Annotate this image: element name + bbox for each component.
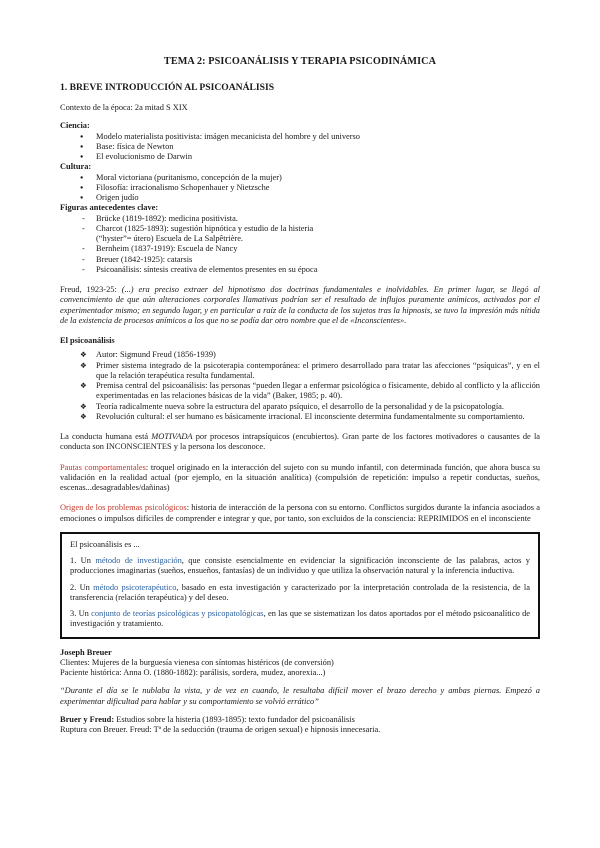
quote-source: Freud, 1923-25: — [60, 285, 122, 295]
list-item: ● Modelo materialista positivista: imágen mecanicista del hombre y del universo — [60, 132, 540, 142]
text-run: 1. Un — [70, 556, 96, 566]
definition-item — [70, 556, 530, 577]
list-item: ● Filosofía: irracionalismo Schopenhauer y Nietzsche — [60, 183, 540, 193]
ciencia-label: Ciencia: — [60, 121, 90, 131]
list-item: - Charcot (1825-1893): sugestión hipnótica y estudio de la histeria (“hyster”= útero) Escuela de La Salpêtrière. — [60, 224, 326, 245]
section-heading: 1. BREVE INTRODUCCIÓN AL PSICOANÁLISIS — [60, 82, 275, 94]
list-item: ● Base: física de Newton — [60, 142, 540, 152]
definition-box — [60, 532, 540, 639]
document-page — [60, 56, 540, 735]
cultura-list — [60, 173, 540, 204]
page-title: TEMA 2: PSICOANÁLISIS Y TERAPIA PSICODINÁMICA — [163, 56, 437, 67]
list-item: - Breuer (1842-1925): catarsis — [60, 255, 540, 265]
ruptura-line: Ruptura con Breuer. Freud: Tª de la seducción (trauma de origen sexual) e hipnosis innecesaria. — [60, 725, 381, 735]
bruer-freud-line — [60, 715, 540, 725]
text-run: : troquel originado en la interacción del sujeto con su mundo infantil, con determinada función, que ahora busca su validación en la realidad actual (por ejemplo, en la situación analítica) (compulsión de repetición: impulso a repetir conductas, sueños, escenas...desagradables/dañinas) — [60, 462, 541, 493]
list-item: ❖ Revolución cultural: el ser humano es básicamente irracional. El inconsciente determina fundamentalmente su comportamiento. — [60, 412, 540, 422]
text-run: , que consiste esencialmente en evidenciar la significación inconsciente de las palabras, actos y producciones imaginarias (sueños, ensueños, fantasías) de un individuo y que utiliza la observación natural y la inferencia inductiva. — [70, 556, 530, 576]
pautas-label: Pautas comportamentales — [60, 462, 146, 472]
box-intro: El psicoanálisis es ... — [70, 539, 140, 549]
ciencia-list — [60, 132, 540, 163]
figuras-label: Figuras antecedentes clave: — [60, 203, 159, 213]
anna-quote: “Durante el día se le nublaba la vista, y de vez en cuando, le resultaba difícil mover el brazo derecho y ambas piernas. Empezó a experimentar dificultad para hablar y su comportamiento se volvió errático” — [60, 686, 540, 706]
definition-item — [70, 583, 530, 604]
origen-label: Origen de los problemas psicológicos — [60, 503, 187, 513]
text-run: , basado en esta investigación y caracterizado por la interpretación controlada de la resistencia, de la transferencia (relación terapéutica) y del deseo. — [70, 582, 530, 602]
psicoanalisis-heading: El psicoanálisis — [60, 336, 115, 346]
list-item: ● Origen judío — [60, 193, 540, 203]
quote-text: (...) era preciso extraer del hipnotismo dos doctrinas fundamentales e inolvidables. En primer lugar, se llegó al convencimiento de que aún alteraciones corporales llamativas podrían ser el resultado de influjos puramente anímicos, activados por el experimentador mismo; en segundo lugar, y en particular a raíz de la conducta de los sujetos tras la hipnosis, se tuvo la impresión más nítida de la existencia de procesos anímicos a los que no se podía dar otro nombre que el de «Inconscientes». — [60, 285, 540, 325]
text-run: , en las que se sistematizan los datos aportados por el método psicoanalítico de investigación y tratamiento. — [70, 609, 530, 629]
list-item: ❖ Autor: Sigmund Freud (1856-1939) — [60, 350, 540, 360]
text-run: por procesos intrapsíquicos (encubiertos). Gran parte de los factores motivadores o causantes de la conducta son — [60, 432, 540, 452]
key-term: método de investigación — [95, 556, 182, 566]
origen-paragraph — [60, 503, 540, 524]
text-run: La conducta humana está — [60, 432, 152, 442]
context-line: Contexto de la época: 2a mitad S XIX — [60, 103, 188, 113]
freud-quote — [60, 285, 540, 326]
key-term: método psicoterapéutico — [93, 582, 177, 592]
list-item: - Psicoanálisis: síntesis creativa de elementos presentes en su época — [60, 265, 540, 275]
psicoanalisis-list — [60, 350, 540, 422]
text-run: 2. Un — [70, 582, 94, 592]
motivada-term: MOTIVADA — [151, 432, 193, 442]
figuras-list — [60, 214, 540, 276]
breuer-clientes: Clientes: Mujeres de la burguesía vienesa con síntomas histéricos (de conversión) — [60, 657, 334, 667]
list-item: ❖ Teoría radicalmente nueva sobre la estructura del aparato psíquico, el desarrollo de la personalidad y de la psicopatología. — [60, 402, 540, 412]
text-run: Estudios sobre la histeria (1893-1895): texto fundador del psicoanálisis — [114, 714, 355, 724]
key-term: conjunto de teorías psicológicas y psicopatológicas — [91, 609, 264, 619]
conducta-paragraph — [60, 432, 540, 453]
list-item: ❖ Premisa central del psicoanálisis: las personas “pueden llegar a enfermar psicológica o físicamente, debido al conflicto y la aflicción experimentadas en las relaciones básicas de la vida” (Baker, 1985; p. 40). — [60, 381, 540, 402]
list-item: ❖ Primer sistema integrado de la psicoterapia contemporánea: el primero desarrollado para tratar las afecciones “psíquicas”, y en el que la relación terapéutica resulta fundamental. — [60, 361, 540, 382]
bruer-label: Bruer y Freud: — [60, 714, 115, 724]
cultura-label: Cultura: — [60, 162, 92, 172]
breuer-paciente: Paciente histórica: Anna O. (1880-1882): parálisis, sordera, mudez, anorexia...) — [60, 668, 326, 678]
list-item: - Bernheim (1837-1919): Escuela de Nancy — [60, 244, 540, 254]
list-item: ● El evolucionismo de Darwin — [60, 152, 540, 162]
text-run: : historia de interacción de la persona con su entorno. Conflictos surgidos durante la infancia asociados a emociones o impulsos difíciles de comprender e integrar y que, por tanto, son excluidos de la consciencia: REPRIMIDOS en el inconsciente — [60, 503, 540, 523]
text-run: 3. Un — [70, 609, 92, 619]
breuer-heading: Joseph Breuer — [60, 647, 112, 657]
pautas-paragraph — [60, 463, 540, 494]
text-run: y la persona los desconoce. — [171, 442, 266, 452]
list-item: - Brücke (1819-1892): medicina positivista. — [60, 214, 540, 224]
definition-item — [70, 609, 530, 630]
inconscientes-term: INCONSCIENTES — [106, 442, 172, 452]
list-item: ● Moral victoriana (puritanismo, concepción de la mujer) — [60, 173, 540, 183]
